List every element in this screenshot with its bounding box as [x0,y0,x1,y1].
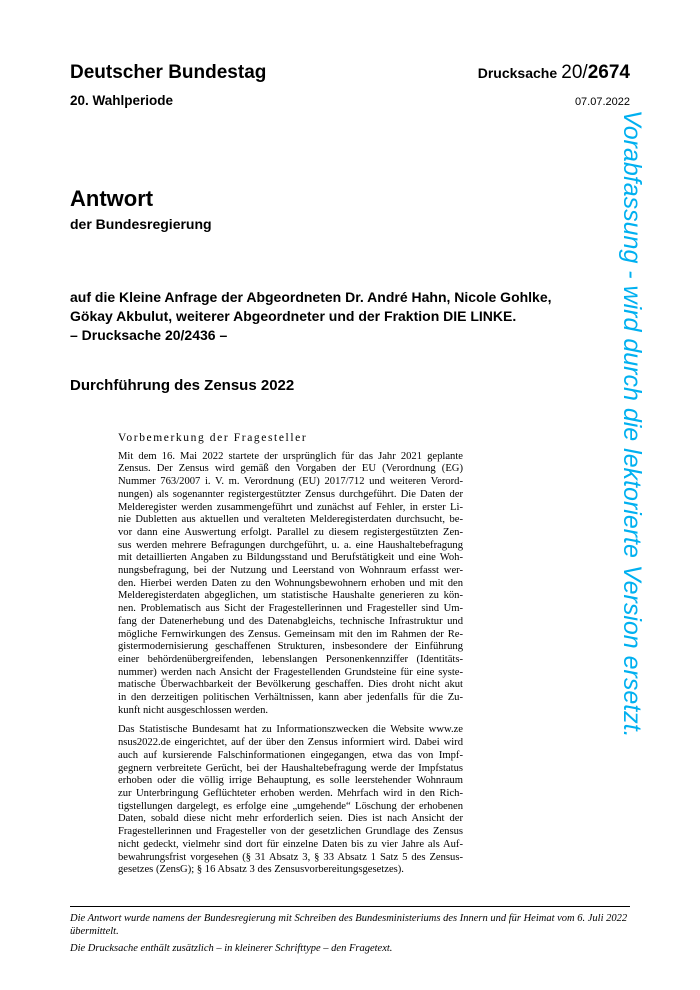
parliament-title: Deutscher Bundestag [70,62,267,83]
paragraph-line: mögliche Fernwirkungen des Zensus. Gemeinsam mit den im Rahmen der Re- [118,628,463,640]
paragraph-line: fang der Datenerhebung und des Datenabgleichs, technische Infrastruktur und [118,615,463,627]
anfrage-line: – Drucksache 20/2436 – [70,327,228,343]
paragraph-line: mit detaillierten Angaben zu Bildungsstand und Berufstätigkeit und eine Woh- [118,552,463,564]
paragraph-line: Mit dem 16. Mai 2022 startete der ursprünglich für das Jahr 2021 geplante [118,450,463,462]
anfrage-reference [70,288,590,345]
paragraph-line: nungsbefragung, bei der Nutzung und Leerstand von Wohnraum erfasst wer- [118,565,463,577]
paragraph-line: tigstellungen dargelegt, es erfolge eine „umgehende“ Löschung der erhobenen [118,800,463,812]
paragraph-line: matische Überwachbarkeit der Bevölkerung geschaffen. Dies droht nicht akut [118,679,463,691]
anfrage-line: auf die Kleine Anfrage der Abgeordneten Dr. André Hahn, Nicole Gohlke, [70,289,552,305]
paragraph-line: Melderegister werden zusammengeführt und zunächst auf Fehler, in erster Li- [118,501,463,513]
paragraph-line: erhoben oder die völlig irrige Behauptung, es solle leerstehender Wohnraum [118,775,463,787]
paragraph-line: Nummer 763/2007 i. V. m. Verordnung (EU) 2017/712 und weiteren Verord- [118,476,463,488]
document-subject: Durchführung des Zensus 2022 [70,377,295,394]
drucksache-id: 2674 [587,62,630,83]
paragraph-line: auch auf kursierende Falschinformationen eingegangen, etwa das von Impf- [118,749,463,761]
paragraph-line: den. Hierbei werden Daten zu den Wohnungsbewohnern erhoben und mit den [118,577,463,589]
document-heading: Antwort [70,186,154,211]
wahlperiode: 20. Wahlperiode [70,93,174,108]
paragraph-line: vor dann eine Auswertung erfolgt. Parallel zu diesem registergestützten Zen- [118,526,463,538]
paragraph-line: zur Unterbringung Geflüchteter erhoben werden. Mehrfach wird in den Rich- [118,787,463,799]
footer-divider [70,906,630,907]
paragraph-line: bewahrungsfrist vorgesehen (§ 31 Absatz 3, § 33 Absatz 1 Satz 5 des Zensus- [118,851,463,863]
paragraph-line: nen. Problematisch aus Sicht der Fragestellerinnen und Fragesteller sind Um- [118,603,463,615]
paragraph-line: Melderegisterdaten abgeglichen, um statistische Haushalte generieren zu kön- [118,590,463,602]
paragraph-line: Daten, sobald diese nicht mehr erforderlich seien. Dies ist nach Ansicht der [118,813,463,825]
paragraph-line: Zensus. Der Zensus wird gemäß den Vorgaben der EU (Verordnung (EG) [118,463,463,475]
body-text [118,432,463,884]
drucksache-number [478,62,630,84]
paragraph-line: gegnern verbreitete Gerücht, bei der Haushaltebefragung werde der Impfstatus [118,762,463,774]
footer-note-fragetext: Die Drucksache enthält zusätzlich – in kleinerer Schrifttype – den Fragetext. [70,943,393,954]
paragraph-1 [118,451,463,718]
drucksache-label: Drucksache [477,65,558,81]
draft-watermark: Vorabfassung - wird durch die lektorierte Version ersetzt. [618,110,646,738]
paragraph-2 [118,724,463,876]
paragraph-line: gesetzes (ZensG); § 16 Absatz 3 des Zensusvorbereitungsgesetzes). [118,864,404,876]
document-subheading: der Bundesregierung [70,216,212,232]
paragraph-line: gistermodernisierung geschaffenen Strukturen, insbesondere der Einführung [118,641,463,653]
drucksache-prefix: 20/ [561,62,588,83]
paragraph-line: einer behördenübergreifenden, lebenslangen Personenkennziffer (Identitäts- [118,653,463,665]
paragraph-line: in den derzeitigen politischen Verhältnissen, kann aber jedenfalls für die Zu- [118,692,463,704]
paragraph-line: Fragestellerinnen und Fragesteller von der gesetzlichen Grundlage des Zensus [118,826,463,838]
footer-note-transmission: Die Antwort wurde namens der Bundesregierung mit Schreiben des Bundesministeriums des Innern und für Heimat vom 6. Juli 2022 übermittelt. [70,913,628,937]
paragraph-line: sus werden mehrere Befragungen durchgeführt, u. a. eine Haushaltebefragung [118,539,463,551]
paragraph-line: nummer) werden nach Ansicht der Fragestellenden Grundsteine für eine syste- [118,666,463,678]
paragraph-line: kunft nicht ausgeschlossen werden. [118,704,269,716]
paragraph-line: nsus2022.de eingerichtet, auf der über den Zensus informiert wird. Dabei wird [118,737,463,749]
vorbemerkung-heading: Vorbemerkung der Fragesteller [118,432,308,444]
document-date: 07.07.2022 [574,96,630,108]
paragraph-line: nungen) als sogenannter registergestützter Zensus durchgeführt. Die Daten der [118,488,463,500]
paragraph-line: nie Dubletten aus aktuellen und veralteten Melderegisterdaten durchsucht, be- [118,514,463,526]
anfrage-line: Gökay Akbulut, weiterer Abgeordneter und der Fraktion DIE LINKE. [70,308,517,324]
paragraph-line: Das Statistische Bundesamt hat zu Informationszwecken die Website www.ze [118,724,463,736]
paragraph-line: nicht gedeckt, vielmehr sind dort für einzelne Daten bis zu vier Jahre als Auf- [118,838,463,850]
